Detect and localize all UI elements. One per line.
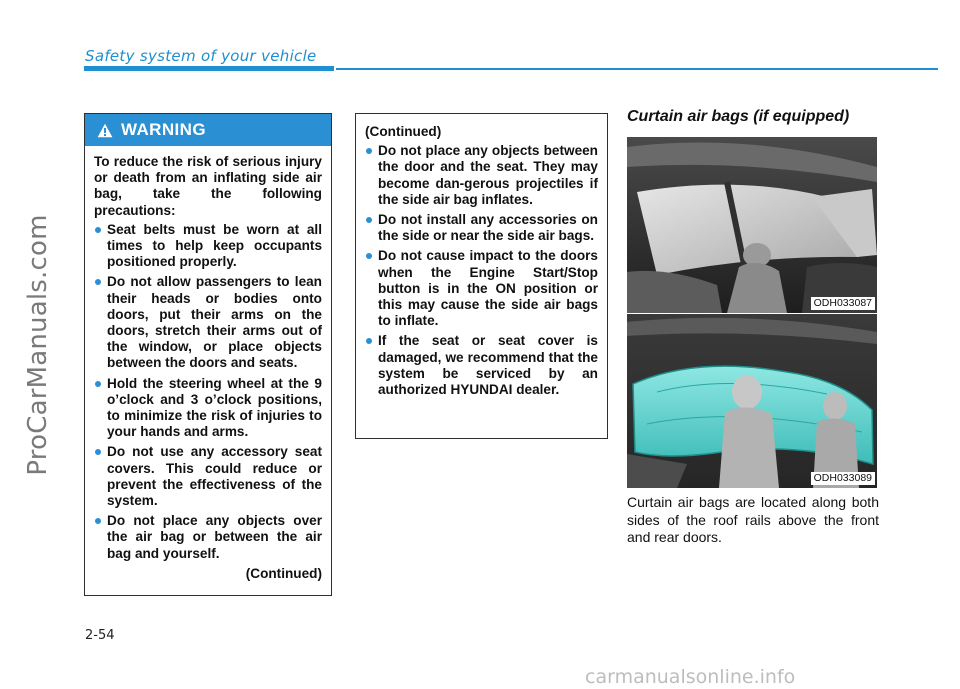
warning-body <box>85 146 331 582</box>
continued-item: Do not place any objects between the door and the seat. They may become dan-gerous projectiles if the side air bag inflates. <box>365 143 598 208</box>
section-title: Safety system of your vehicle <box>85 47 317 65</box>
continued-header: (Continued) <box>365 124 442 139</box>
continued-label: (Continued) <box>245 565 322 581</box>
image-code-label: ODH033089 <box>811 472 875 485</box>
curtain-airbag-image <box>627 314 877 488</box>
car-interior-image <box>627 137 877 313</box>
continued-list <box>365 143 598 398</box>
warning-item: Do not allow passengers to lean their heads or bodies onto doors, put their arms on the doors, stretch their arms out of the window, or place objects between the doors and seats. <box>94 274 322 371</box>
image-code-label: ODH033087 <box>811 297 875 310</box>
continued-item: Do not install any accessories on the side or near the side air bags. <box>365 212 598 244</box>
continued-body <box>356 114 607 398</box>
warning-triangle-icon <box>97 123 113 138</box>
curtain-airbag-heading: Curtain air bags (if equipped) <box>627 108 850 125</box>
warning-item: Do not use any accessory seat covers. This could reduce or prevent the effectiveness of the system. <box>94 444 322 509</box>
warning-item: Hold the steering wheel at the 9 o’clock and 3 o’clock positions, to minimize the risk of injuries to your hands and arms. <box>94 376 322 441</box>
warning-list <box>94 222 322 562</box>
continued-item: Do not cause impact to the doors when the Engine Start/Stop button is in the ON position or this may cause the side air bags to inflate. <box>365 248 598 329</box>
warning-intro: To reduce the risk of serious injury or death from an inflating side air bag, take the following precautions: <box>94 154 322 218</box>
continued-warning-box <box>355 113 608 439</box>
side-watermark-text: ProCarManuals.com <box>23 213 53 476</box>
side-watermark <box>0 0 78 689</box>
header-rule <box>336 68 938 70</box>
warning-title: WARNING <box>121 120 206 139</box>
warning-header <box>85 114 331 146</box>
bottom-watermark: carmanualsonline.info <box>585 666 796 688</box>
warning-item: Seat belts must be worn at all times to help keep occupants positioned properly. <box>94 222 322 271</box>
page-number: 2-54 <box>85 628 115 643</box>
warning-box <box>84 113 332 596</box>
continued-item: If the seat or seat cover is damaged, we recommend that the system be serviced by an authorized HYUNDAI dealer. <box>365 333 598 398</box>
warning-item: Do not place any objects over the air bag or between the air bag and yourself. <box>94 513 322 562</box>
curtain-airbag-description: Curtain air bags are located along both sides of the roof rails above the front and rear doors. <box>627 494 879 545</box>
header-accent-bar <box>84 66 334 71</box>
